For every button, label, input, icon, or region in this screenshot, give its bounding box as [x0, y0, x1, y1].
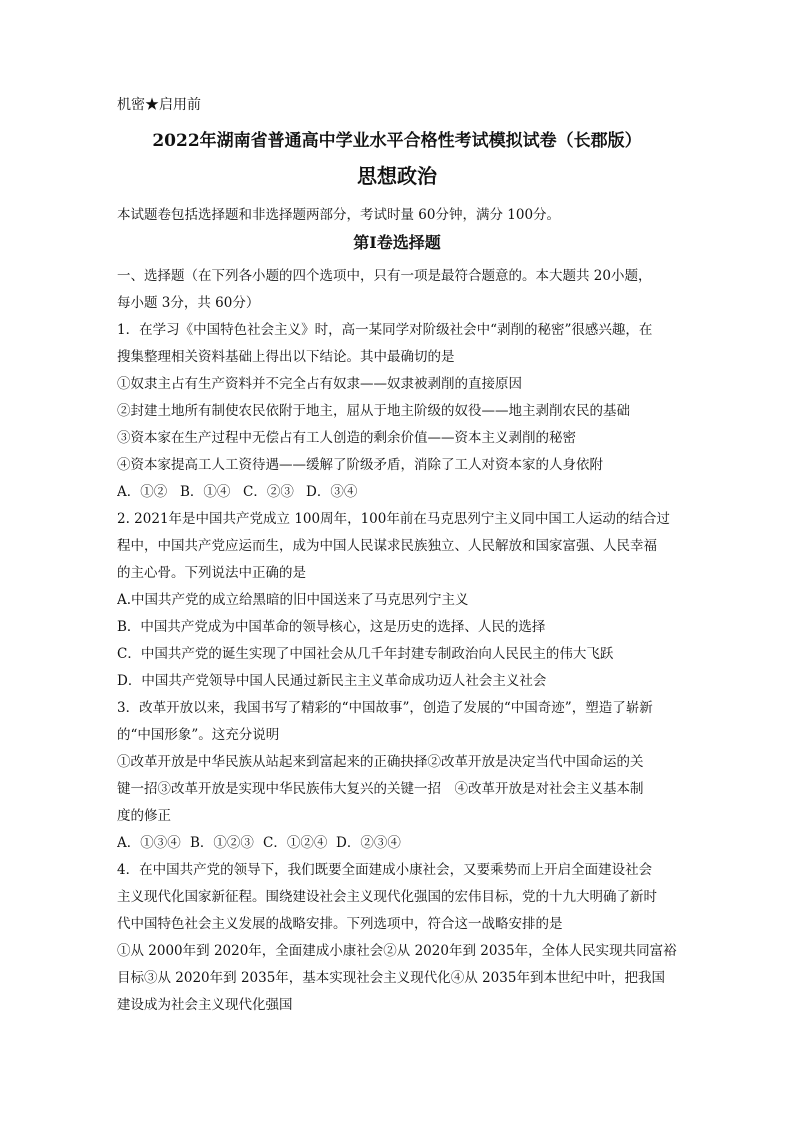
question-4 [117, 857, 677, 1019]
subject-title: 思想政治 [357, 164, 437, 188]
question-line: 3．改革开放以来，我国书写了精彩的“中国故事”，创造了发展的“中国奇迹”，塑造了崭新 [117, 700, 653, 716]
question-line: 建设成为社会主义现代化强国 [117, 997, 293, 1013]
question-line: 的主心骨。下列说法中正确的是 [117, 565, 306, 581]
question-line: ①从 2000年到 2020年，全面建成小康社会②从 2020年到 2035年，全体人民实现共同富裕 [117, 943, 677, 959]
question-line: 2. 2021年是中国共产党成立 100周年，100年前在马克思列宁主义同中国工人运动的结合过 [117, 511, 670, 527]
question-line: 度的修正 [117, 808, 171, 824]
option-line: A.中国共产党的成立给黑暗的旧中国送来了马克思列宁主义 [117, 592, 469, 608]
option-b: B．①②③ [190, 835, 254, 851]
question-line: 1．在学习《中国特色社会主义》时，高一某同学对阶级社会中“剥削的秘密”很感兴趣，在 [117, 322, 653, 338]
answer-options [117, 479, 677, 506]
exam-body [117, 263, 677, 1019]
option-c: C．②③ [243, 484, 294, 500]
question-line: 主义现代化国家新征程。围绕建设社会主义现代化强国的宏伟目标，党的十九大明确了新时 [117, 889, 657, 905]
option-a: A．①③④ [117, 835, 181, 851]
question-3 [117, 695, 677, 857]
question-line: 搜集整理相关资料基础上得出以下结论。其中最确切的是 [117, 349, 455, 365]
instruction-line: 一、选择题（在下列各小题的四个选项中，只有一项是最符合题意的。本大题共 20小题， [117, 268, 652, 284]
option-d: D．③④ [306, 484, 358, 500]
question-line: 4．在中国共产党的领导下，我们既要全面建成小康社会，又要乘势而上开启全面建设社会 [117, 862, 653, 878]
exam-intro: 本试题卷包括选择题和非选择题两部分，考试时量 60分钟，满分 100分。 [117, 207, 561, 223]
secret-mark: 机密★启用前 [117, 97, 201, 113]
question-line: 程中，中国共产党应运而生，成为中国人民谋求民族独立、人民解放和国家富强、人民幸福 [117, 538, 657, 554]
option-line: B．中国共产党成为中国革命的领导核心，这是历史的选择、人民的选择 [117, 619, 546, 635]
option-b: B．①④ [180, 484, 231, 500]
section-title: 第Ⅰ卷选择题 [353, 233, 441, 252]
question-line: ①改革开放是中华民族从站起来到富起来的正确抉择②改革开放是决定当代中国命运的关 [117, 754, 644, 770]
option-a: A．①② [117, 484, 168, 500]
option-d: D．②③④ [336, 835, 401, 851]
question-line: ①奴隶主占有生产资料并不完全占有奴隶——奴隶被剥削的直接原因 [117, 376, 522, 392]
exam-title: 2022年湖南省普通高中学业水平合格性考试模拟试卷（长郡版） [152, 131, 642, 151]
question-line: 的“中国形象”。这充分说明 [117, 727, 280, 743]
question-line: ③资本家在生产过程中无偿占有工人创造的剩余价值——资本主义剥削的秘密 [117, 430, 576, 446]
option-line: C．中国共产党的诞生实现了中国社会从几千年封建专制政治向人民民主的伟大飞跃 [117, 646, 614, 662]
question-line: ④资本家提高工人工资待遇——缓解了阶级矛盾，消除了工人对资本家的人身依附 [117, 457, 603, 473]
answer-options [117, 830, 677, 857]
question-2 [117, 506, 677, 695]
question-line: 代中国特色社会主义发展的战略安排。下列选项中，符合这一战略安排的是 [117, 916, 563, 932]
instruction-line: 每小题 3分，共 60分） [117, 295, 260, 311]
question-1 [117, 317, 677, 506]
question-line: 键一招③改革开放是实现中华民族伟大复兴的关键一招 ④改革开放是对社会主义基本制 [117, 781, 644, 797]
option-line: D．中国共产党领导中国人民通过新民主主义革命成功迈人社会主义社会 [117, 673, 547, 689]
option-c: C．①②④ [263, 835, 328, 851]
question-line: ②封建土地所有制使农民依附于地主，屈从于地主阶级的奴役——地主剥削农民的基础 [117, 403, 630, 419]
question-line: 目标③从 2020年到 2035年，基本实现社会主义现代化④从 2035年到本世纪中叶，把我国 [117, 970, 665, 986]
